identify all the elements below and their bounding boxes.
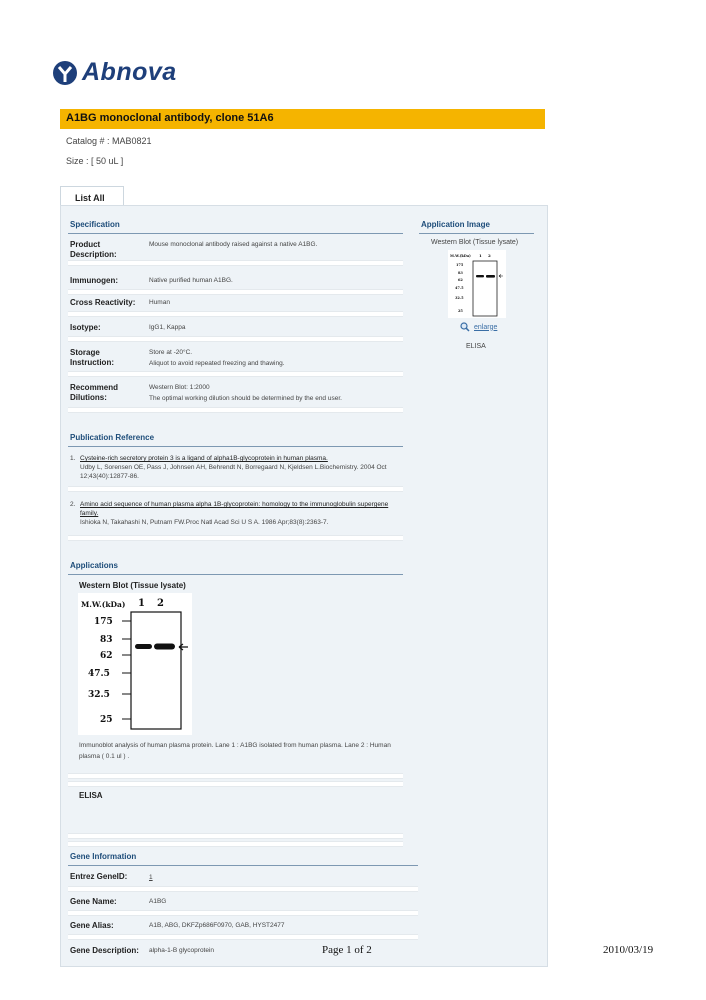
row-separator (68, 781, 403, 787)
spec-value-storage-1: Store at -20°C. (149, 349, 193, 356)
gene-label-alias: Gene Alias: (70, 921, 114, 930)
enlarge-link[interactable] (460, 322, 497, 332)
publication-divider (68, 446, 403, 447)
thumb-membrane (473, 261, 497, 316)
spec-value-dilutions-2: The optimal working dilution should be determined by the end user. (149, 395, 342, 402)
row-separator (68, 535, 403, 541)
gene-value-alias: A1B, ABG, DKFZp686F0970, GAB, HYST2477 (149, 922, 285, 929)
blot-marker-175: 175 (94, 617, 113, 627)
application-image-heading: Application Image (421, 220, 490, 229)
publication-number: 2. (70, 501, 76, 508)
thumb-marker-62: 62 (458, 278, 463, 282)
abnova-logo[interactable] (52, 58, 177, 87)
row-separator (68, 833, 403, 839)
catalog-number: Catalog # : MAB0821 (66, 136, 152, 146)
thumb-marker-47-5: 47.5 (455, 286, 464, 290)
product-title: A1BG monoclonal antibody, clone 51A6 (66, 112, 274, 124)
gene-information-divider (68, 865, 418, 866)
publication-authors: Udby L, Sorensen OE, Pass J, Johnsen AH, Behrendt N, Borregaard N, Kjeldsen L.Biochemistry. 2004 Oct 12;43(40):12877-86. (80, 464, 387, 480)
blot-lane-1: 1 (138, 598, 145, 609)
publication-item-2 (70, 500, 405, 527)
row-separator (68, 773, 403, 779)
western-blot-title: Western Blot (Tissue lysate) (79, 581, 186, 590)
thumb-band-arrow (499, 275, 503, 278)
row-separator (68, 260, 403, 266)
blot-band-lane-1 (135, 644, 152, 649)
spec-label-immunogen: Immunogen: (70, 276, 118, 285)
thumb-lane-1: 1 (479, 253, 482, 258)
thumbnail-caption: Western Blot (Tissue lysate) (431, 239, 519, 246)
thumb-mw-label: M.W.(kDa) (450, 254, 471, 258)
thumb-band-lane-1 (476, 275, 484, 277)
publication-title-link[interactable]: Cysteine-rich secretory protein 3 is a ligand of alpha1B-glycoprotein in human plasma. (80, 455, 328, 462)
blot-mw-label: M.W.(kDa) (81, 600, 126, 609)
thumb-lane-2: 2 (488, 253, 491, 258)
abnova-logo-icon (52, 60, 78, 86)
product-size: Size : [ 50 uL ] (66, 156, 124, 166)
enlarge-label: enlarge (474, 323, 498, 331)
spec-value-product-description: Mouse monoclonal antibody raised against a native A1BG. (149, 241, 318, 248)
gene-value-entrez-id-link[interactable]: 1 (149, 874, 153, 881)
spec-label-isotype: Isotype: (70, 323, 101, 332)
application-image-divider (419, 233, 534, 234)
western-blot-description: Immunoblot analysis of human plasma protein. Lane 1 : A1BG isolated from human plasma. Lane 2 : Human plasma ( 0.1 ul ) . (79, 742, 391, 760)
blot-marker-62: 62 (100, 651, 113, 661)
publication-heading: Publication Reference (70, 433, 155, 442)
gene-label-description: Gene Description: (70, 946, 139, 955)
blot-marker-47-5: 47.5 (88, 669, 110, 679)
thumb-marker-32-5: 32.5 (455, 296, 464, 300)
tab-list-all[interactable] (60, 186, 124, 207)
gene-label-entrez-id: Entrez GeneID: (70, 872, 128, 881)
spec-value-isotype: IgG1, Kappa (149, 324, 186, 331)
thumb-marker-83: 83 (458, 271, 463, 275)
spec-value-immunogen: Native purified human A1BG. (149, 277, 233, 284)
row-separator (68, 841, 403, 847)
row-separator (68, 371, 403, 377)
publication-authors: Ishioka N, Takahashi N, Putnam FW.Proc Natl Acad Sci U S A. 1986 Apr;83(8):2363-7. (80, 519, 329, 526)
blot-membrane (131, 612, 181, 729)
row-separator (68, 336, 403, 342)
gene-label-name: Gene Name: (70, 897, 117, 906)
applications-divider (68, 574, 403, 575)
row-separator (68, 886, 418, 892)
gene-information-heading: Gene Information (70, 852, 137, 861)
spec-value-storage-2: Aliquot to avoid repeated freezing and thawing. (149, 360, 285, 367)
page-number: Page 1 of 2 (322, 944, 372, 956)
blot-band-lane-2 (154, 644, 175, 650)
print-date: 2010/03/19 (603, 944, 654, 956)
spec-label-product-description: Product Description: (70, 240, 117, 259)
thumb-marker-175: 175 (456, 263, 464, 267)
magnifier-icon (460, 322, 470, 332)
blot-marker-25: 25 (100, 715, 113, 725)
spec-value-dilutions-1: Western Blot: 1:2000 (149, 384, 210, 391)
gene-value-name: A1BG (149, 898, 167, 905)
western-blot-image[interactable] (78, 593, 192, 735)
blot-lane-2: 2 (157, 598, 164, 609)
publication-item-1 (70, 454, 405, 481)
gene-value-description: alpha-1-B glycoprotein (149, 947, 215, 954)
product-title-bar (60, 109, 545, 129)
brand-name: Abnova (82, 58, 177, 86)
western-blot-thumbnail[interactable] (448, 250, 506, 318)
thumb-marker-25: 25 (458, 309, 463, 313)
publication-number: 1. (70, 455, 76, 462)
specification-heading: Specification (70, 220, 120, 229)
specification-divider (68, 233, 403, 234)
elisa-title: ELISA (79, 791, 103, 800)
publication-title-link[interactable]: Amino acid sequence of human plasma alpha 1B-glycoprotein: homology to the immunoglobulin supergene family. (80, 501, 389, 517)
thumb-band-lane-2 (486, 275, 495, 278)
row-separator (68, 311, 403, 317)
spec-label-cross-reactivity: Cross Reactivity: (70, 298, 136, 307)
spec-label-storage: Storage Instruction: (70, 348, 114, 367)
blot-marker-32-5: 32.5 (88, 690, 110, 700)
tab-list-all-label: List All (75, 193, 105, 203)
applications-heading: Applications (70, 561, 119, 570)
spec-label-dilutions: Recommend Dilutions: (70, 383, 119, 402)
row-separator (68, 910, 418, 916)
thumbnail-elisa-label: ELISA (466, 343, 486, 350)
row-separator (68, 934, 418, 940)
row-separator (68, 289, 403, 295)
row-separator (68, 407, 403, 413)
spec-value-cross-reactivity: Human (149, 299, 170, 306)
row-separator (68, 486, 403, 492)
blot-marker-83: 83 (100, 635, 113, 645)
